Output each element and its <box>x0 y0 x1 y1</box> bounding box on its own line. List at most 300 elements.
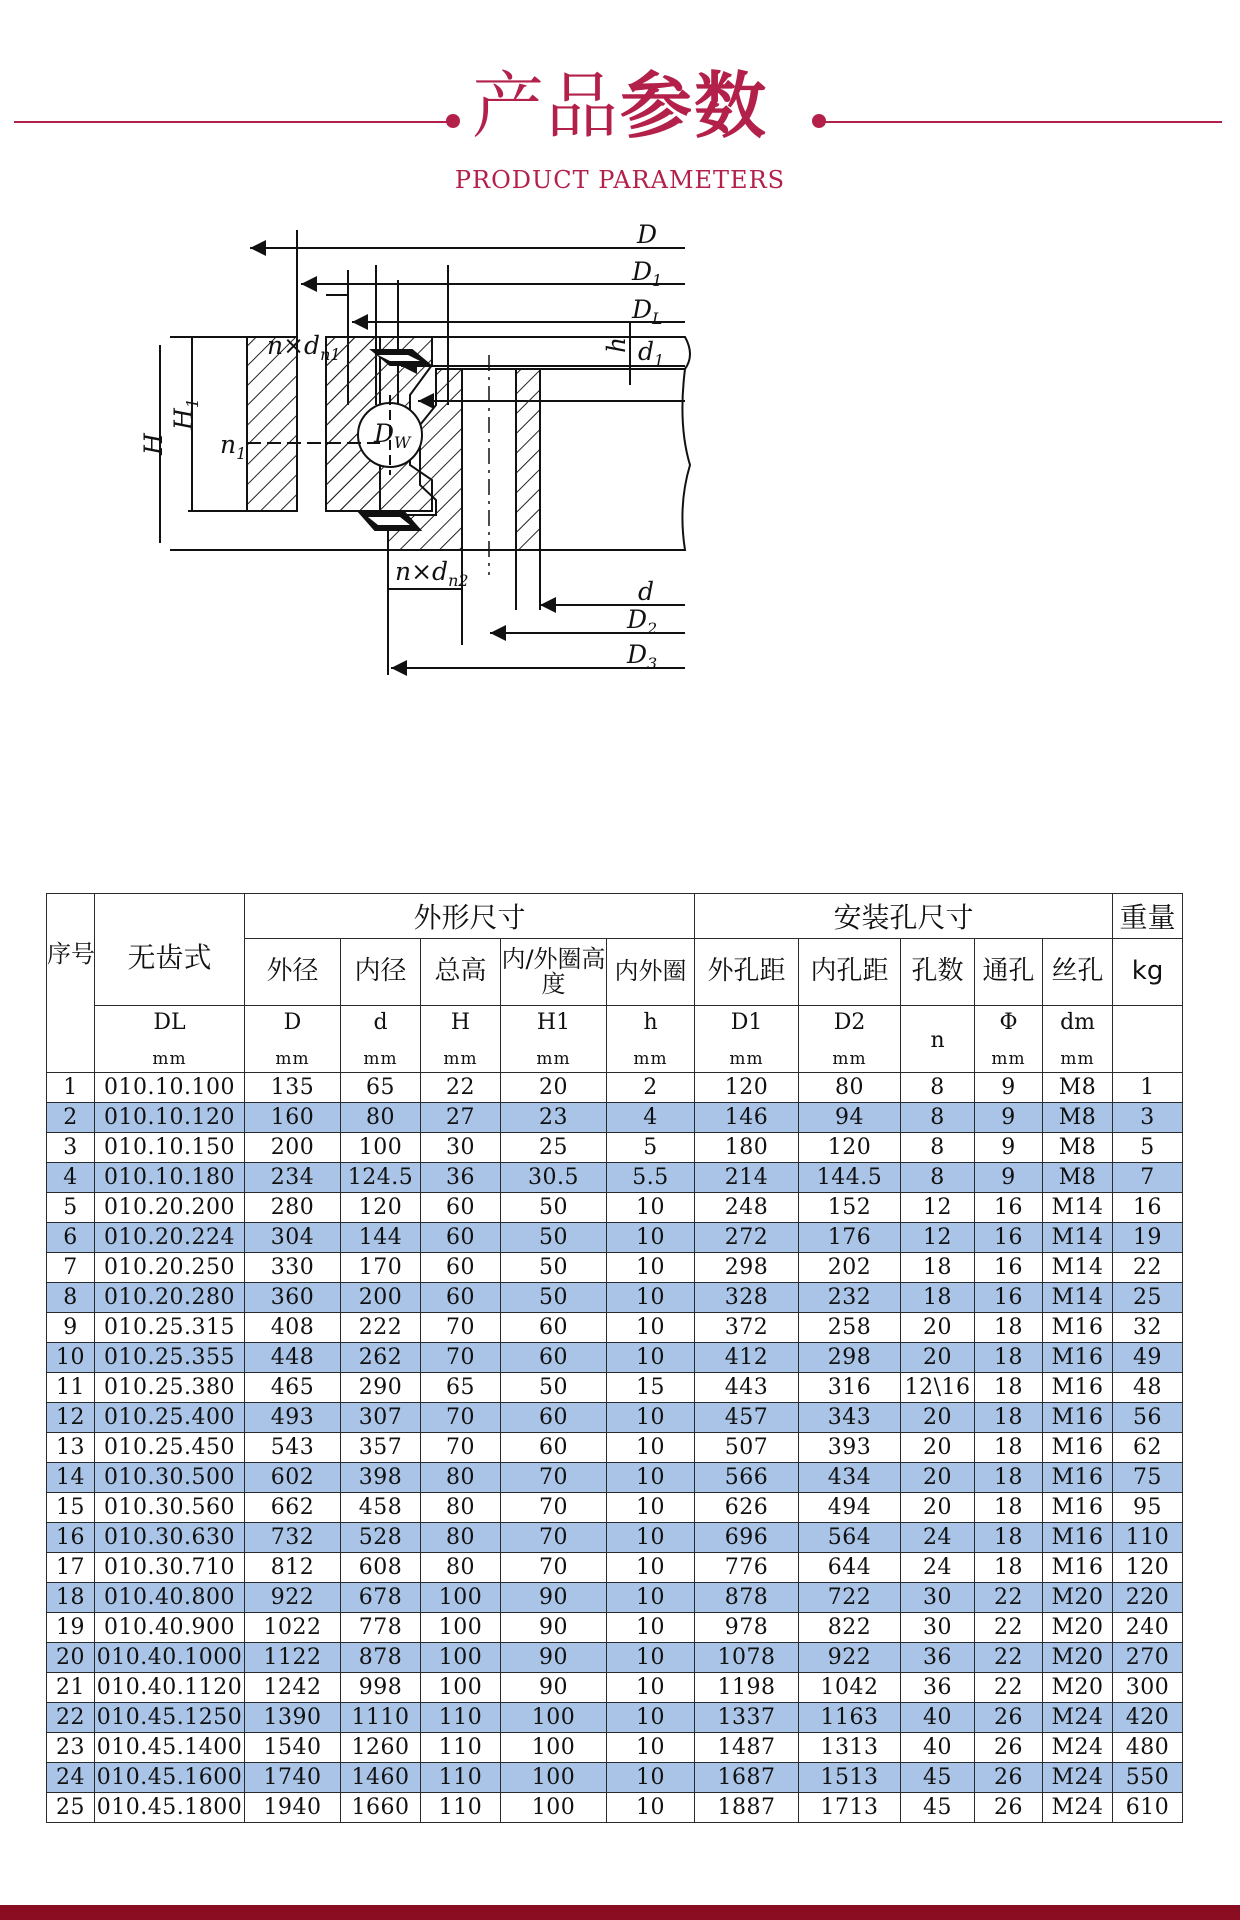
table-cell: 778 <box>341 1613 421 1643</box>
table-cell: 144.5 <box>799 1163 901 1193</box>
symbol-label: D2 <box>833 1010 866 1035</box>
table-cell: 4 <box>47 1163 95 1193</box>
table-row <box>47 1343 1183 1373</box>
table-cell: 12 <box>47 1403 95 1433</box>
table-cell: 65 <box>421 1373 501 1403</box>
label-Dw: $D_W$ <box>374 419 411 452</box>
table-cell: 36 <box>901 1643 975 1673</box>
unit-cell <box>901 1006 975 1073</box>
table-cell: 360 <box>245 1283 341 1313</box>
table-cell: 10 <box>607 1553 695 1583</box>
table-cell: 14 <box>47 1463 95 1493</box>
table-cell: 200 <box>341 1283 421 1313</box>
unit-label: mm <box>633 1049 668 1069</box>
table-cell: 1513 <box>799 1763 901 1793</box>
table-row <box>47 1313 1183 1343</box>
table-cell: 1660 <box>341 1793 421 1823</box>
table-cell: 262 <box>341 1343 421 1373</box>
table-cell: 732 <box>245 1523 341 1553</box>
table-cell: 298 <box>695 1253 799 1283</box>
table-cell: 26 <box>975 1703 1043 1733</box>
column-header: 总高 <box>421 939 501 1006</box>
table-cell: 1110 <box>341 1703 421 1733</box>
table-cell: 10 <box>607 1703 695 1733</box>
table-cell: 10 <box>607 1433 695 1463</box>
table-cell: 9 <box>975 1163 1043 1193</box>
table-cell: M16 <box>1043 1523 1113 1553</box>
table-cell: 100 <box>501 1703 607 1733</box>
table-cell: 16 <box>975 1253 1043 1283</box>
column-header: 内孔距 <box>799 939 901 1006</box>
table-cell: 70 <box>501 1493 607 1523</box>
table-cell: 878 <box>341 1643 421 1673</box>
table-cell: 18 <box>975 1373 1043 1403</box>
table-row <box>47 1643 1183 1673</box>
unit-cell <box>501 1006 607 1073</box>
table-cell: 26 <box>975 1763 1043 1793</box>
table-cell: M24 <box>1043 1763 1113 1793</box>
table-cell: 8 <box>901 1103 975 1133</box>
table-cell: 25 <box>47 1793 95 1823</box>
table-cell: 6 <box>47 1223 95 1253</box>
table-cell: 316 <box>799 1373 901 1403</box>
table-cell: 493 <box>245 1403 341 1433</box>
table-cell: 144 <box>341 1223 421 1253</box>
table-cell: 1042 <box>799 1673 901 1703</box>
table-cell: 678 <box>341 1583 421 1613</box>
title-part2: 参数 <box>620 64 769 148</box>
table-cell: 15 <box>47 1493 95 1523</box>
table-cell: 60 <box>501 1343 607 1373</box>
table-row <box>47 1163 1183 1193</box>
table-cell: 1260 <box>341 1733 421 1763</box>
table-cell: 100 <box>421 1613 501 1643</box>
symbol-label: dm <box>1060 1010 1096 1035</box>
table-cell: 1390 <box>245 1703 341 1733</box>
table-cell: 434 <box>799 1463 901 1493</box>
table-cell: 176 <box>799 1223 901 1253</box>
table-cell: 010.25.315 <box>95 1313 245 1343</box>
table-cell: 70 <box>421 1343 501 1373</box>
table-cell: 90 <box>501 1673 607 1703</box>
table-cell: 4 <box>607 1103 695 1133</box>
table-cell: 10 <box>607 1523 695 1553</box>
table-cell: 90 <box>501 1583 607 1613</box>
table-cell: 60 <box>421 1223 501 1253</box>
table-body <box>47 1073 1183 1823</box>
table-cell: 010.40.900 <box>95 1613 245 1643</box>
table-cell: 22 <box>1113 1253 1183 1283</box>
table-cell: 822 <box>799 1613 901 1643</box>
table-cell: M16 <box>1043 1313 1113 1343</box>
table-cell: 626 <box>695 1493 799 1523</box>
table-cell: 448 <box>245 1343 341 1373</box>
table-cell: 1713 <box>799 1793 901 1823</box>
table-cell: 110 <box>421 1793 501 1823</box>
table-cell: M8 <box>1043 1103 1113 1133</box>
table-cell: 56 <box>1113 1403 1183 1433</box>
unit-cell <box>799 1006 901 1073</box>
table-cell: 1740 <box>245 1763 341 1793</box>
table-row <box>47 1733 1183 1763</box>
unit-label: mm <box>536 1049 571 1069</box>
table-cell: 135 <box>245 1073 341 1103</box>
table-row <box>47 1673 1183 1703</box>
column-header: 外孔距 <box>695 939 799 1006</box>
table-cell: 10 <box>47 1343 95 1373</box>
table-cell: 202 <box>799 1253 901 1283</box>
table-cell: 27 <box>421 1103 501 1133</box>
table-cell: 120 <box>341 1193 421 1223</box>
table-cell: M20 <box>1043 1613 1113 1643</box>
unit-cell-empty <box>1113 1006 1183 1073</box>
table-cell: 010.45.1400 <box>95 1733 245 1763</box>
table-cell: 18 <box>975 1403 1043 1433</box>
table-cell: 13 <box>47 1433 95 1463</box>
table-cell: 1122 <box>245 1643 341 1673</box>
table-cell: 18 <box>975 1553 1043 1583</box>
table-cell: 662 <box>245 1493 341 1523</box>
table-cell: 010.40.800 <box>95 1583 245 1613</box>
table-cell: 16 <box>975 1283 1043 1313</box>
table-row <box>47 1583 1183 1613</box>
table-cell: 16 <box>975 1223 1043 1253</box>
table-cell: M24 <box>1043 1703 1113 1733</box>
table-cell: 18 <box>975 1493 1043 1523</box>
table-cell: 80 <box>421 1463 501 1493</box>
table-cell: M24 <box>1043 1733 1113 1763</box>
table-cell: 330 <box>245 1253 341 1283</box>
table-cell: 304 <box>245 1223 341 1253</box>
table-cell: M20 <box>1043 1673 1113 1703</box>
table-cell: 010.20.224 <box>95 1223 245 1253</box>
table-cell: 18 <box>975 1463 1043 1493</box>
column-header: 内外圈 <box>607 939 695 1006</box>
table-cell: 222 <box>341 1313 421 1343</box>
table-cell: 010.20.200 <box>95 1193 245 1223</box>
label-d1: $d_1$ <box>638 337 665 370</box>
table-cell: 1 <box>1113 1073 1183 1103</box>
table-cell: M14 <box>1043 1223 1113 1253</box>
table-cell: 50 <box>501 1193 607 1223</box>
table-cell: 8 <box>47 1283 95 1313</box>
table-cell: 23 <box>501 1103 607 1133</box>
table-cell: 9 <box>975 1103 1043 1133</box>
table-cell: 922 <box>799 1643 901 1673</box>
page-title <box>0 64 1240 148</box>
column-header: 内径 <box>341 939 421 1006</box>
table-cell: 610 <box>1113 1793 1183 1823</box>
table-cell: 3 <box>47 1133 95 1163</box>
table-cell: 32 <box>1113 1313 1183 1343</box>
table-cell: 528 <box>341 1523 421 1553</box>
table-cell: 12 <box>901 1193 975 1223</box>
table-cell: 18 <box>975 1313 1043 1343</box>
table-cell: 458 <box>341 1493 421 1523</box>
table-cell: 5 <box>47 1193 95 1223</box>
table-cell: 998 <box>341 1673 421 1703</box>
header-mounting: 安装孔尺寸 <box>695 894 1113 939</box>
page-subtitle: PRODUCT PARAMETERS <box>454 166 786 194</box>
table-cell: 45 <box>901 1793 975 1823</box>
table-row <box>47 1253 1183 1283</box>
title-part1: 产品 <box>471 64 620 148</box>
label-H: H <box>139 433 168 455</box>
table-cell: M20 <box>1043 1583 1113 1613</box>
table-cell: 372 <box>695 1313 799 1343</box>
table-cell: 10 <box>607 1403 695 1433</box>
table-cell: 80 <box>421 1523 501 1553</box>
table-cell: 300 <box>1113 1673 1183 1703</box>
table-cell: 22 <box>975 1583 1043 1613</box>
table-cell: 10 <box>607 1193 695 1223</box>
unit-label: mm <box>275 1049 310 1069</box>
symbol-label: H1 <box>536 1010 571 1035</box>
unit-row <box>47 1006 1183 1073</box>
table-cell: 50 <box>501 1253 607 1283</box>
table-row <box>47 1223 1183 1253</box>
table-cell: 60 <box>501 1433 607 1463</box>
table-cell: 60 <box>421 1253 501 1283</box>
unit-label: mm <box>729 1049 764 1069</box>
table-cell: 94 <box>799 1103 901 1133</box>
table-cell: 1022 <box>245 1613 341 1643</box>
table-cell: 240 <box>1113 1613 1183 1643</box>
table-cell: 010.45.1250 <box>95 1703 245 1733</box>
table-cell: 180 <box>695 1133 799 1163</box>
table-cell: 24 <box>901 1553 975 1583</box>
symbol-label: h <box>643 1010 658 1035</box>
table-cell: 22 <box>421 1073 501 1103</box>
table-cell: M8 <box>1043 1073 1113 1103</box>
table-cell: 18 <box>901 1253 975 1283</box>
table-cell: 20 <box>901 1343 975 1373</box>
unit-cell <box>695 1006 799 1073</box>
table-cell: 9 <box>975 1073 1043 1103</box>
table-cell: 1487 <box>695 1733 799 1763</box>
table-row <box>47 1523 1183 1553</box>
table-cell: 100 <box>501 1733 607 1763</box>
table-cell: 328 <box>695 1283 799 1313</box>
table-row <box>47 1493 1183 1523</box>
table-row <box>47 1193 1183 1223</box>
label-DL: $D_L$ <box>632 295 663 328</box>
table-cell: 776 <box>695 1553 799 1583</box>
table-cell: 18 <box>975 1433 1043 1463</box>
table-cell: 1198 <box>695 1673 799 1703</box>
table-cell: 200 <box>245 1133 341 1163</box>
table-cell: 010.45.1600 <box>95 1763 245 1793</box>
table-cell: 160 <box>245 1103 341 1133</box>
table-cell: 220 <box>1113 1583 1183 1613</box>
table-cell: 8 <box>901 1133 975 1163</box>
table-cell: 170 <box>341 1253 421 1283</box>
table-cell: 1887 <box>695 1793 799 1823</box>
table-cell: 120 <box>1113 1553 1183 1583</box>
unit-cell <box>341 1006 421 1073</box>
table-cell: 010.25.450 <box>95 1433 245 1463</box>
label-n-dn2: $n\times d_{n2}$ <box>395 557 469 590</box>
table-cell: 152 <box>799 1193 901 1223</box>
table-row <box>47 1133 1183 1163</box>
table-cell: 507 <box>695 1433 799 1463</box>
table-cell: 24 <box>47 1763 95 1793</box>
table-cell: 120 <box>799 1133 901 1163</box>
table-cell: 25 <box>1113 1283 1183 1313</box>
table-cell: 5 <box>1113 1133 1183 1163</box>
table-cell: 10 <box>607 1223 695 1253</box>
table-cell: 90 <box>501 1643 607 1673</box>
table-cell: 20 <box>901 1403 975 1433</box>
table-cell: 010.20.280 <box>95 1283 245 1313</box>
table-cell: 26 <box>975 1733 1043 1763</box>
table-row <box>47 1373 1183 1403</box>
table-cell: 5 <box>607 1133 695 1163</box>
table-cell: 80 <box>421 1553 501 1583</box>
table-cell: 010.25.380 <box>95 1373 245 1403</box>
table-cell: 812 <box>245 1553 341 1583</box>
table-cell: 45 <box>901 1763 975 1793</box>
table-cell: 343 <box>799 1403 901 1433</box>
table-cell: 110 <box>1113 1523 1183 1553</box>
table-cell: 3 <box>1113 1103 1183 1133</box>
table-cell: M8 <box>1043 1133 1113 1163</box>
table-cell: 26 <box>975 1793 1043 1823</box>
table-cell: 22 <box>47 1703 95 1733</box>
table-cell: 36 <box>901 1673 975 1703</box>
table-cell: 010.25.355 <box>95 1343 245 1373</box>
column-header: kg <box>1113 939 1183 1006</box>
table-cell: 272 <box>695 1223 799 1253</box>
table-cell: M16 <box>1043 1343 1113 1373</box>
table-cell: 010.10.120 <box>95 1103 245 1133</box>
column-header: 孔数 <box>901 939 975 1006</box>
table-cell: 49 <box>1113 1343 1183 1373</box>
table-cell: 412 <box>695 1343 799 1373</box>
bearing-cross-section-diagram <box>139 205 850 825</box>
table-cell: 564 <box>799 1523 901 1553</box>
table-cell: 298 <box>799 1343 901 1373</box>
table-cell: 62 <box>1113 1433 1183 1463</box>
symbol-label: D1 <box>730 1010 763 1035</box>
table-cell: 25 <box>501 1133 607 1163</box>
table-cell: 010.10.100 <box>95 1073 245 1103</box>
table-cell: 10 <box>607 1793 695 1823</box>
table-cell: 10 <box>607 1763 695 1793</box>
table-cell: 18 <box>47 1583 95 1613</box>
table-cell: 23 <box>47 1733 95 1763</box>
table-cell: 010.45.1800 <box>95 1793 245 1823</box>
table-cell: 11 <box>47 1373 95 1403</box>
table-cell: 978 <box>695 1613 799 1643</box>
unit-label: mm <box>363 1049 398 1069</box>
header-seq: 序号 <box>47 894 95 1073</box>
table-cell: 120 <box>695 1073 799 1103</box>
table-cell: 398 <box>341 1463 421 1493</box>
unit-label: mm <box>152 1049 187 1069</box>
table-cell: 20 <box>901 1313 975 1343</box>
table-cell: 16 <box>47 1523 95 1553</box>
table-cell: 18 <box>901 1283 975 1313</box>
table-cell: 16 <box>1113 1193 1183 1223</box>
table-cell: 543 <box>245 1433 341 1463</box>
table-cell: 10 <box>607 1313 695 1343</box>
table-cell: M16 <box>1043 1493 1113 1523</box>
table-cell: 19 <box>47 1613 95 1643</box>
label-d: d <box>638 577 655 606</box>
table-cell: 696 <box>695 1523 799 1553</box>
table-cell: 480 <box>1113 1733 1183 1763</box>
header-dimensions: 外形尺寸 <box>245 894 695 939</box>
table-cell: 80 <box>799 1073 901 1103</box>
table-cell: 124.5 <box>341 1163 421 1193</box>
table-cell: 465 <box>245 1373 341 1403</box>
label-n-dn1: $n\times d_{n1}$ <box>267 331 341 364</box>
table-cell: 722 <box>799 1583 901 1613</box>
table-cell: M20 <box>1043 1643 1113 1673</box>
table-cell: 30.5 <box>501 1163 607 1193</box>
table-cell: M8 <box>1043 1163 1113 1193</box>
table-cell: 110 <box>421 1763 501 1793</box>
table-cell: 60 <box>421 1283 501 1313</box>
table-cell: 234 <box>245 1163 341 1193</box>
table-row <box>47 1763 1183 1793</box>
table-cell: 48 <box>1113 1373 1183 1403</box>
table-row <box>47 1463 1183 1493</box>
table-cell: 80 <box>421 1493 501 1523</box>
table-cell: 40 <box>901 1733 975 1763</box>
table-cell: 550 <box>1113 1763 1183 1793</box>
table-row <box>47 1073 1183 1103</box>
unit-cell <box>607 1006 695 1073</box>
table-row <box>47 1703 1183 1733</box>
table-cell: 010.10.150 <box>95 1133 245 1163</box>
unit-cell <box>421 1006 501 1073</box>
unit-cell <box>95 1006 245 1073</box>
table-cell: 457 <box>695 1403 799 1433</box>
table-cell: 10 <box>607 1613 695 1643</box>
table-cell: 2 <box>607 1073 695 1103</box>
table-cell: M16 <box>1043 1553 1113 1583</box>
table-cell: 010.30.560 <box>95 1493 245 1523</box>
table-cell: 16 <box>975 1193 1043 1223</box>
table-cell: 010.40.1120 <box>95 1673 245 1703</box>
table-cell: M14 <box>1043 1253 1113 1283</box>
symbol-label: D <box>283 1010 302 1035</box>
table-cell: 10 <box>607 1283 695 1313</box>
label-H1: $H_1$ <box>169 398 202 430</box>
table-cell: 18 <box>975 1523 1043 1553</box>
unit-label: mm <box>1060 1049 1095 1069</box>
table-cell: 644 <box>799 1553 901 1583</box>
table-cell: 100 <box>341 1133 421 1163</box>
column-header: 外径 <box>245 939 341 1006</box>
table-cell: 20 <box>47 1643 95 1673</box>
table-cell: 100 <box>501 1793 607 1823</box>
table-cell: 7 <box>1113 1163 1183 1193</box>
table-cell: M24 <box>1043 1793 1113 1823</box>
table-cell: 70 <box>421 1313 501 1343</box>
table-cell: 010.30.630 <box>95 1523 245 1553</box>
symbol-label: n <box>930 1028 945 1053</box>
table-cell: 393 <box>799 1433 901 1463</box>
unit-label: mm <box>832 1049 867 1069</box>
table-row <box>47 1103 1183 1133</box>
table-cell: 40 <box>901 1703 975 1733</box>
table-cell: 10 <box>607 1343 695 1373</box>
table-cell: 5.5 <box>607 1163 695 1193</box>
label-D: D <box>637 220 658 249</box>
